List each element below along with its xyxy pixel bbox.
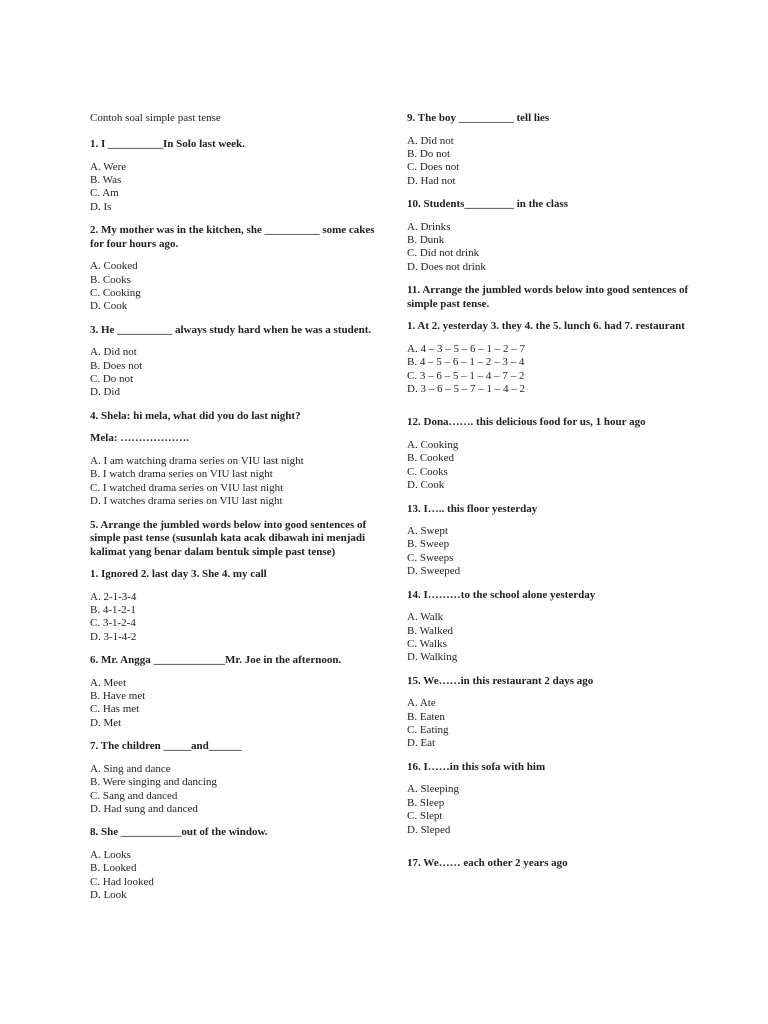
question-text: 16. I……in this sofa with him bbox=[407, 760, 546, 773]
answer-option: D. I watches drama series on VIU last night bbox=[90, 495, 283, 508]
answer-options bbox=[90, 455, 375, 509]
answer-option: A. Sing and dance bbox=[90, 762, 171, 775]
question-text: 15. We……in this restaurant 2 days ago bbox=[407, 674, 594, 687]
answer-option: C. Cooking bbox=[90, 286, 141, 299]
question-text: 12. Dona……. this delicious food for us, 1 hour ago bbox=[407, 416, 646, 429]
answer-option: D. Sweeped bbox=[407, 565, 461, 578]
answer-option: D. Did bbox=[90, 386, 120, 399]
question-block bbox=[90, 740, 375, 816]
question-text: 17. We…… each other 2 years ago bbox=[407, 857, 568, 869]
question-block bbox=[407, 112, 697, 188]
answer-option: C. Do not bbox=[90, 373, 134, 386]
question-text: 9. The boy __________ tell lies bbox=[407, 112, 550, 124]
answer-option: C. Does not bbox=[407, 161, 460, 174]
answer-option: C. 3 – 6 – 5 – 1 – 4 – 7 – 2 bbox=[407, 369, 525, 382]
answer-option: C. 3-1-2-4 bbox=[90, 617, 136, 630]
question-block bbox=[407, 761, 697, 857]
answer-option: B. Cooks bbox=[90, 273, 131, 286]
question-text: 4. Shela: hi mela, what did you do last night? bbox=[90, 409, 301, 422]
answer-option: D. Had sung and danced bbox=[90, 802, 198, 815]
answer-option: D. Eat bbox=[407, 737, 436, 750]
question-block bbox=[407, 675, 697, 751]
question-block bbox=[407, 857, 697, 871]
answer-options bbox=[407, 783, 697, 837]
answer-option: C. Sweeps bbox=[407, 551, 454, 564]
question-text: 3. He __________ always study hard when he was a student. bbox=[90, 323, 372, 336]
question-subtext: 1. Ignored 2. last day 3. She 4. my call bbox=[90, 568, 267, 580]
question-block bbox=[90, 654, 375, 730]
answer-option: A. Meet bbox=[90, 676, 127, 689]
question-text: 8. She ___________out of the window. bbox=[90, 826, 268, 839]
question-subtext: Mela: ………………. bbox=[90, 432, 189, 445]
answer-option: B. Have met bbox=[90, 690, 146, 703]
answer-option: C. Sang and danced bbox=[90, 789, 178, 802]
answer-option: D. Cook bbox=[90, 300, 128, 313]
answer-option: A. Ate bbox=[407, 697, 436, 710]
answer-option: B. Was bbox=[90, 173, 122, 186]
answer-option: A. 2-1-3-4 bbox=[90, 590, 137, 603]
question-text: 10. Students_________ in the class bbox=[407, 198, 569, 211]
answer-option: B. Sweep bbox=[407, 538, 450, 551]
question-text: 13. I….. this floor yesterday bbox=[407, 502, 538, 515]
answer-options bbox=[407, 697, 697, 751]
spacer bbox=[407, 406, 697, 416]
question-block bbox=[407, 589, 697, 665]
answer-option: B. 4 – 5 – 6 – 1 – 2 – 3 – 4 bbox=[407, 356, 525, 369]
question-block bbox=[90, 224, 375, 314]
question-block bbox=[90, 826, 375, 902]
answer-options bbox=[407, 135, 697, 189]
page-title: Contoh soal simple past tense bbox=[90, 112, 221, 124]
answer-option: B. Do not bbox=[407, 147, 451, 160]
answer-option: A. 4 – 3 – 5 – 6 – 1 – 2 – 7 bbox=[407, 342, 525, 355]
left-column bbox=[90, 112, 375, 913]
answer-option: D. Look bbox=[90, 889, 127, 902]
answer-option: A. Swept bbox=[407, 525, 448, 537]
answer-option: B. I watch drama series on VIU last night bbox=[90, 468, 273, 481]
right-column bbox=[407, 112, 697, 880]
answer-option: A. Cooking bbox=[407, 438, 459, 451]
question-subtext: 1. At 2. yesterday 3. they 4. the 5. lunch 6. had 7. restaurant bbox=[407, 320, 685, 333]
answer-option: D. Is bbox=[90, 200, 112, 213]
answer-option: A. Walk bbox=[407, 611, 444, 624]
answer-options bbox=[90, 346, 375, 400]
spacer bbox=[407, 847, 697, 857]
answer-option: D. 3 – 6 – 5 – 7 – 1 – 4 – 2 bbox=[407, 382, 525, 395]
answer-option: D. 3-1-4-2 bbox=[90, 630, 137, 643]
answer-option: C. Walks bbox=[407, 637, 447, 650]
question-block bbox=[407, 284, 697, 416]
answer-option: C. Eating bbox=[407, 724, 449, 737]
answer-option: D. Does not drink bbox=[407, 260, 486, 273]
answer-option: D. Sleped bbox=[407, 823, 451, 836]
answer-option: A. Sleeping bbox=[407, 783, 459, 796]
answer-option: D. Had not bbox=[407, 174, 456, 187]
answer-options bbox=[407, 221, 697, 275]
answer-option: B. Does not bbox=[90, 359, 143, 372]
answer-option: B. Dunk bbox=[407, 234, 445, 247]
answer-options bbox=[90, 260, 375, 314]
answer-option: A. Drinks bbox=[407, 220, 451, 233]
question-block bbox=[407, 198, 697, 274]
question-block bbox=[90, 519, 375, 645]
answer-option: C. Has met bbox=[90, 703, 140, 716]
answer-option: C. Slept bbox=[407, 810, 443, 823]
answer-option: A. Did not bbox=[407, 134, 454, 147]
answer-option: D. Walking bbox=[407, 651, 458, 664]
question-text: 5. Arrange the jumbled words below into good sentences of simple past tense (susunlah kata acak dibawah ini menjadi kalimat yang benar dalam bentuk simple past tense) bbox=[90, 518, 367, 558]
answer-option: B. Walked bbox=[407, 624, 453, 637]
question-text: 6. Mr. Angga _____________Mr. Joe in the afternoon. bbox=[90, 654, 342, 667]
answer-option: D. Met bbox=[90, 716, 122, 729]
question-text: 7. The children _____and______ bbox=[90, 740, 242, 753]
question-block bbox=[407, 416, 697, 492]
answer-option: B. Sleep bbox=[407, 796, 445, 809]
answer-option: B. Cooked bbox=[407, 452, 455, 465]
answer-option: B. Were singing and dancing bbox=[90, 776, 217, 789]
answer-option: C. I watched drama series on VIU last night bbox=[90, 481, 284, 494]
answer-option: A. Did not bbox=[90, 346, 137, 359]
answer-options bbox=[407, 439, 697, 493]
answer-option: A. Cooked bbox=[90, 260, 138, 273]
question-text: 2. My mother was in the kitchen, she __________ some cakes for four hours ago. bbox=[90, 224, 375, 250]
answer-option: B. Looked bbox=[90, 862, 137, 875]
question-block bbox=[90, 410, 375, 509]
answer-options bbox=[90, 591, 375, 645]
answer-options bbox=[407, 525, 697, 579]
answer-option: C. Did not drink bbox=[407, 247, 480, 260]
answer-option: C. Had looked bbox=[90, 875, 154, 888]
answer-option: B. Eaten bbox=[407, 710, 445, 723]
answer-option: A. I am watching drama series on VIU last night bbox=[90, 454, 304, 467]
answer-options bbox=[90, 677, 375, 731]
answer-option: A. Were bbox=[90, 160, 127, 173]
answer-options bbox=[90, 849, 375, 903]
answer-option: B. 4-1-2-1 bbox=[90, 603, 136, 616]
answer-option: C. Am bbox=[90, 187, 119, 200]
question-text: 14. I………to the school alone yesterday bbox=[407, 588, 596, 601]
answer-options bbox=[90, 763, 375, 817]
question-text: 1. I __________In Solo last week. bbox=[90, 138, 245, 150]
answer-options bbox=[407, 611, 697, 665]
question-text: 11. Arrange the jumbled words below into good sentences of simple past tense. bbox=[407, 284, 689, 310]
answer-options bbox=[90, 161, 375, 215]
answer-option: C. Cooks bbox=[407, 465, 448, 478]
question-block bbox=[90, 138, 375, 214]
answer-option: A. Looks bbox=[90, 848, 131, 861]
answer-options bbox=[407, 343, 697, 397]
question-block bbox=[90, 324, 375, 400]
question-block bbox=[407, 503, 697, 579]
answer-option: D. Cook bbox=[407, 479, 445, 492]
